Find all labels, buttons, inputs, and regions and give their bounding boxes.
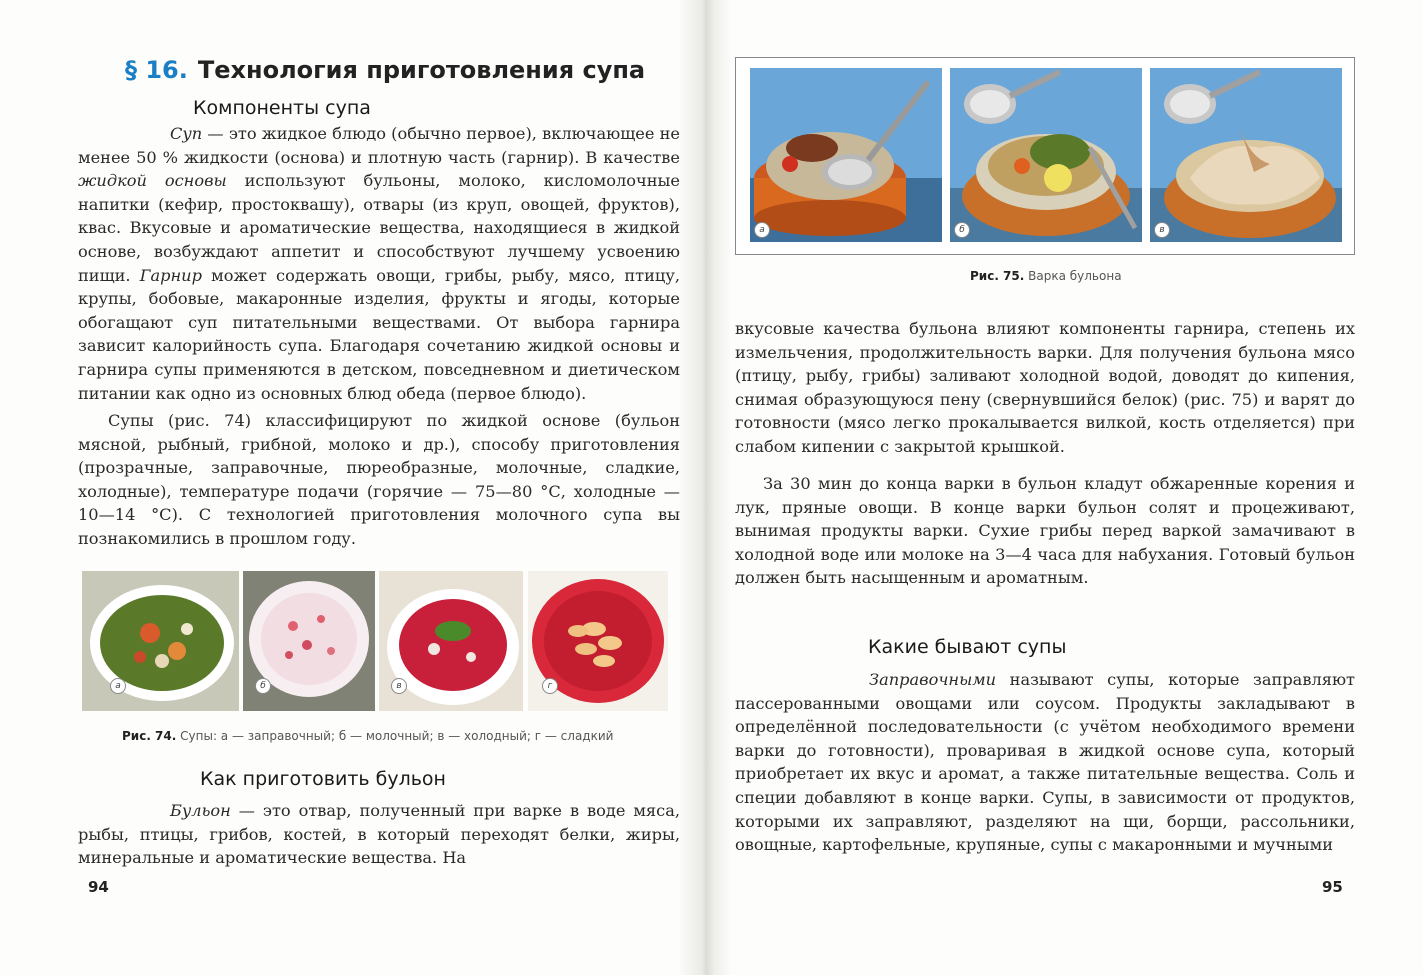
subheading-broth: Как приготовить бульон: [200, 768, 446, 790]
broth-illustration-a: [750, 68, 942, 242]
illustration-label-a: а: [754, 222, 770, 238]
figure-74-caption: [122, 729, 613, 743]
soup-photo-b: [243, 571, 375, 711]
page-number-right: 95: [1322, 878, 1343, 896]
photo-label-a: а: [110, 678, 126, 694]
section-title: Технология приготовления супа: [197, 56, 646, 84]
figure-75-label: Рис. 75.: [970, 269, 1025, 283]
photo-label-b: б: [255, 678, 271, 694]
broth-illustration-b: [950, 68, 1142, 242]
paragraph-soup-classification: Супы (рис. 74) классифицируют по жидкой основе (бульон мясной, рыбный, грибной, молоко и др.), способу приготовления (прозрачные, заправочные, пюреобразные, молочные, сладкие, холодные), температуре подачи (горячие — 75—80 °С, холодные — 10—14 °С). С технологией приготовления молочного супа вы познакомились в прошлом году.: [78, 411, 680, 548]
section-heading: [125, 56, 645, 84]
section-number: § 16.: [125, 56, 188, 84]
paragraph-broth-cooking: вкусовые качества бульона влияют компоненты гарнира, степень их измельчения, продолжительность варки. Для получения бульона мясо (птицу, рыбу, грибы) заливают холодной водой, доводят до кипения, снимая образующуюся пену (свернувшийся белок) (рис. 75) и варят до готовности (мясо легко прокалывается вилкой, кость отделяется) при слабом кипении с закрытой крышкой.: [735, 319, 1355, 456]
photo-label-g: г: [542, 678, 558, 694]
paragraph-broth-definition: Бульон — это отвар, полученный при варке в воде мяса, рыбы, птицы, грибов, костей, в который переходят белки, жиры, минеральные и ароматические вещества. На: [78, 801, 680, 868]
figure-74-label: Рис. 74.: [122, 729, 177, 743]
photo-label-v: в: [391, 678, 407, 694]
figure-75-text: Варка бульона: [1028, 269, 1122, 283]
illustration-label-b: б: [954, 222, 970, 238]
subheading-components: Компоненты супа: [193, 97, 371, 119]
figure-75: [735, 57, 1355, 255]
soup-photo-a: [82, 571, 239, 711]
figure-74-text: Супы: а — заправочный; б — молочный; в — холодный; г — сладкий: [180, 729, 614, 743]
paragraph-soup-types: Заправочными называют супы, которые заправляют пассерованными овощами или соусом. Продукты закладывают в определённой последовательности (с учётом необходимого времени варки до готовности), проваривая в жидкой основе супа, который приобретает их вкус и аромат, а также питательные вещества. Соль и специи добавляют в конце варки. Супы, в зависимости от продуктов, которыми их заправляют, разделяют на щи, борщи, рассольники, овощные, картофельные, крупяные, супы с макаронными и мучными: [735, 670, 1355, 855]
soup-photo-v: [379, 571, 523, 711]
figure-75-caption: [970, 269, 1122, 283]
page-number-left: 94: [88, 878, 109, 896]
paragraph-broth-finishing: За 30 мин до конца варки в бульон кладут обжаренные корения и лук, пряные овощи. В конце варки бульон солят и процеживают, вынимая продукты варки. Сухие грибы перед варкой замачивают в холодной воде или молоке на 3—4 часа для набухания. Готовый бульон должен быть насыщенным и ароматным.: [735, 474, 1355, 588]
soup-photo-g: [528, 571, 668, 711]
broth-illustration-v: [1150, 68, 1342, 242]
book-gutter: [680, 0, 730, 975]
paragraph-soup-definition: Суп — это жидкое блюдо (обычно первое), включающее не менее 50 % жидкости (основа) и плотную часть (гарнир). В качестве жидкой основы используют бульоны, молоко, кисломолочные напитки (кефир, простоквашу), отвары (из круп, овощей, фруктов), квас. Вкусовые и ароматические вещества, находящиеся в жидкой основе, возбуждают аппетит и способствуют лучшему усвоению пищи. Гарнир может содержать овощи, грибы, рыбу, мясо, птицу, крупы, бобовые, макаронные изделия, фрукты и ягоды, которые обогащают суп питательными веществами. От выбора гарнира зависит калорийность супа. Благодаря сочетанию жидкой основы и гарнира супы применяются в детском, повседневном и диетическом питании как одно из основных блюд обеда (первое блюдо).: [78, 124, 680, 403]
subheading-soup-types: Какие бывают супы: [868, 636, 1067, 658]
illustration-label-v: в: [1154, 222, 1170, 238]
